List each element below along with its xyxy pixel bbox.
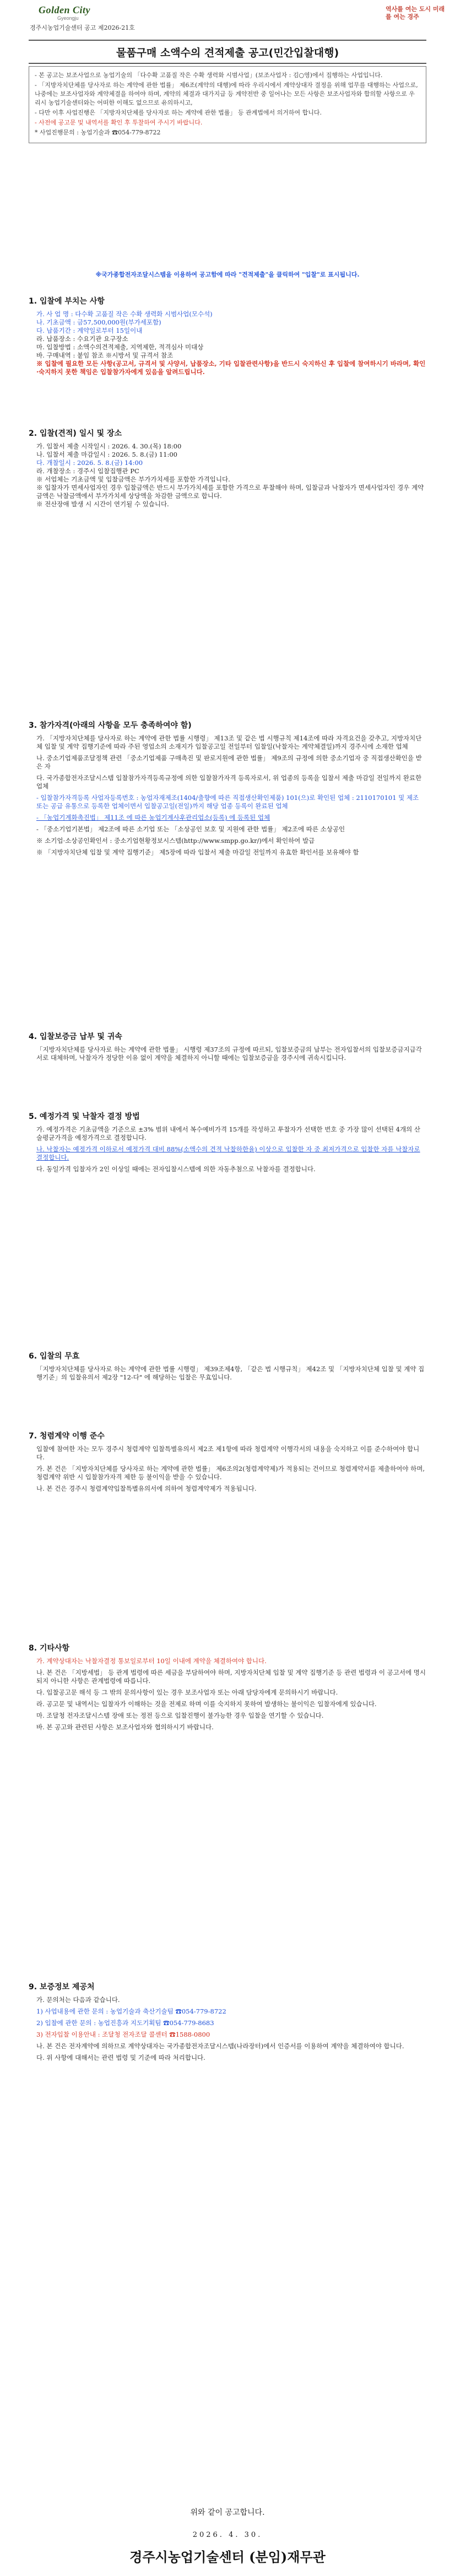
section-heading: 7. 청렴계약 이행 준수 [29, 1432, 105, 1441]
page-title: 물품구매 소액수의 견적제출 공고(민간입찰대행) [116, 46, 339, 59]
notice-line: * 사업진행문의 : 농업기술과 ☎054-779-8722 [35, 129, 161, 136]
section-heading: 5. 예정가격 및 낙찰자 결정 방법 [29, 1112, 140, 1121]
section-line: 나. 본 건은 「지방세법」 등 관계 법령에 따른 세금을 부담하여야 하며, 지방자치단체 입찰 및 계약 집행기준 등 관련 법령과 이 공고서에 명시되지 아니한 사항은 관계법령에 따릅니다. [36, 1669, 426, 1685]
section-line: 바. 본 공고와 관련된 사항은 보조사업자와 협의하시기 바랍니다. [36, 1723, 214, 1731]
section-line: - 「농업기계화촉진법」 제11조 에 따른 농업기계사후관리업소(등록) 에 등록된 업체 [36, 814, 270, 821]
notice-line: - 사전에 공고문 및 내역서를 확인 후 투찰하여 주시기 바랍니다. [35, 119, 203, 126]
section-4 [29, 1033, 426, 1065]
section-line: 마. 입찰방법 : 소액수의견적제출, 지역제한, 적격심사 미대상 [36, 343, 204, 351]
section-line: 나. 입찰서 제출 마감일시 : 2026. 5. 8.(금) 11:00 [36, 451, 177, 458]
logo-subtext: Gyeongju [57, 15, 79, 21]
section-line: 라. 공고문 및 내역서는 입찰자가 이해하는 것을 전제로 하며 이를 숙지하지 못하여 발생하는 불이익은 입찰자에게 있습니다. [36, 1700, 377, 1708]
section-line: 가. 문의처는 다음과 같습니다. [36, 1996, 120, 2004]
closing-statement: 위와 같이 공고합니다. [190, 2508, 265, 2517]
section-5 [29, 1113, 426, 1177]
section-line: 가. 입찰서 제출 시작일시 : 2026. 4. 30.(목) 18:00 [36, 442, 182, 450]
section-line: ※ 입찰에 필요한 모든 사항(공고서, 규격서 및 사양서, 납품장소, 기타 입찰관련사항)을 반드시 숙지하신 후 입찰에 참여하시기 바라며, 확인·숙지하지 못한 책임은 입찰참가자에게 있음을 알려드립니다. [36, 360, 426, 376]
section-line: 2) 입찰에 관한 문의 : 농업진흥과 지도기획팀 ☎054-779-8683 [36, 2019, 214, 2027]
notice-line: - 본 공고는 보조사업으로 농업기술의 「다수확 고품질 작은 수확 생력화 시범사업」(보조사업자 : 김○영)에서 집행하는 사업입니다. [35, 72, 383, 79]
section-line: 다. 동일가격 입찰자가 2인 이상일 때에는 전자입찰시스템에 의한 자동추첨으로 낙찰자를 결정합니다. [36, 1165, 316, 1173]
section-heading: 3. 참가자격(아래의 사항을 모두 충족하여야 함) [29, 721, 192, 730]
section-6 [29, 1352, 426, 1385]
section-line: 가. 「지방자치단체를 당사자로 하는 계약에 관한 법률 시행령」 제13조 및 같은 법 시행규칙 제14조에 따라 자격요건을 갖추고, 지방자치단체 입찰 및 계약 집행기준에 따라 주된 영업소의 소재지가 입찰공고일 전일부터 입찰일(낙찰자는 계약체결일)까지 경주시에 소재한 업체 [36, 734, 422, 750]
section-line: 바. 구매내역 : 붙임 참조 ※시방서 및 규격서 참조 [36, 351, 174, 359]
section-heading: 9. 보증정보 제공처 [29, 1983, 95, 1991]
notice-box [29, 66, 426, 143]
city-logo [26, 3, 93, 23]
section-heading: 8. 기타사항 [29, 1644, 70, 1653]
section-9 [29, 1983, 426, 2065]
notice-line: - 「지방자치단체를 당사자로 하는 계약에 관한 법률」 제6조(계약의 대행)에 따라 우리시에서 계약상대자 결정을 위해 업무를 대행하는 사업으로, 나중에는 보조사업자와 계약체결을 하여야 하며, 계약의 체결과 대가지급 등 계약전반 중 일어나는 모든 사항은 보조사업자와 합의할 사항으로 우리시 농업기술센터와는 어떠한 이해도 없으므로 유의하시고, [35, 82, 418, 106]
section-line: ※ 전산장애 발생 시 시간이 연기될 수 있습니다. [36, 500, 169, 508]
section-line: 다. 개찰일시 : 2026. 5. 8.(금) 14:00 [36, 459, 143, 467]
section-line: 다. 국가종합전자조달시스템 입찰참가자격등록규정에 의한 입찰참가자격 등록자로서, 위 업종의 등록을 입찰서 제출 마감일 전일까지 완료한 업체 [36, 774, 422, 790]
section-line: 다. 입찰공고문 해석 등 그 밖의 문의사항이 있는 경우 보조사업자 또는 아래 담당자에게 문의하시기 바랍니다. [36, 1689, 338, 1696]
section-line: 가. 사 업 명 : 다수확 고품질 작은 수확 생력화 시범사업(모수석) [36, 310, 213, 318]
notice-line: - 다만 이후 사업진행은 「지방자치단체를 당사자로 하는 계약에 관한 법률」 등 관계법에서 의거하여 합니다. [35, 109, 322, 116]
section-7 [29, 1432, 426, 1496]
section-line: 마. 조달청 전자조달시스템 장애 또는 정전 등으로 입찰진행이 불가능한 경우 입찰을 연기할 수 있습니다. [36, 1712, 324, 1719]
section-line: 가. 예정가격은 기초금액을 기준으로 ±3% 범위 내에서 복수예비가격 15개를 작성하고 투찰자가 선택한 번호 중 가장 많이 선택된 4개의 산술평균가격을 예정가격으로 결정합니다. [36, 1125, 420, 1141]
section-line: 가. 본 건은 「지방자치단체를 당사자로 하는 계약에 관한 법률」 제6조의2(청렴계약제)가 적용되는 건이므로 청렴계약서를 제출하여야 하며, 청렴계약 위반 시 입찰참가자격 제한 등 불이익을 받을 수 있습니다. [36, 1465, 425, 1481]
section-line: ※ 소기업·소상공인확인서 : 중소기업현황정보시스템(http://www.smpp.go.kr/)에서 확인하여 발급 [36, 837, 315, 845]
title-box [29, 40, 426, 64]
section-heading: 2. 입찰(견적) 일시 및 장소 [29, 429, 122, 438]
logo-text: Golden City [39, 4, 90, 15]
section-line: 나. 낙찰자는 예정가격 이하로서 예정가격 대비 88%(소액수의 견적 낙찰하한율) 이상으로 입찰한 자 중 최저가격으로 입찰한 자를 낙찰자로 결정합니다. [36, 1145, 420, 1161]
city-slogan: 역사를 여는 도시 미래를 여는 경주 [386, 6, 445, 20]
section-2 [29, 430, 426, 508]
section-line: 「지방자치단체를 당사자로 하는 계약에 관한 법률」 시행령 제37조의 규정에 따르되, 입찰보증금의 납부는 전자입찰서의 입찰보증금지급각서로 대체하며, 낙찰자가 정당한 이유 없이 계약을 체결하지 아니할 때에는 입찰보증금을 경주시에 귀속시킵니다. [36, 1046, 422, 1062]
section-line: 나. 본 건은 전자계약에 의하므로 계약상대자는 국가종합전자조달시스템(나라장터)에서 인증서를 이용하여 계약을 체결하여야 합니다. [36, 2042, 404, 2050]
section-line: 다. 위 사항에 대해서는 관련 법령 및 기준에 따라 처리합니다. [36, 2054, 205, 2061]
section-heading: 6. 입찰의 무효 [29, 1352, 80, 1361]
section-line: 나. 기초금액 : 금57,500,000원(부가세포함) [36, 318, 161, 326]
section-line: 가. 계약상대자는 낙찰자결정 통보일로부터 10일 이내에 계약을 체결하여야 합니다. [36, 1657, 267, 1665]
section-line: 1) 사업내용에 관한 문의 : 농업기술과 축산기술팀 ☎054-779-8722 [36, 2007, 226, 2015]
section-line: 다. 납품기간 : 계약일로부터 15일이내 [36, 327, 143, 334]
announcement-date: 2026. 4. 30. [192, 2531, 263, 2539]
section-line: - 입찰참가자격등록 사업자등록번호 : 농업자재제조(1404/출향에 따른 직접생산확인제품) 101(으)로 확인된 업체 : 2110170101 및 제조 또는 공급 유통으로 등록한 업체이면서 입찰공고일(전일)까지 해당 업종 등록이 완료된 업체 [36, 794, 419, 810]
section-line: - 「중소기업기본법」 제2조에 따른 소기업 또는 「소상공인 보호 및 지원에 관한 법률」 제2조에 따른 소상공인 [36, 825, 345, 833]
section-line: 라. 납품장소 : 수요기관 요구장소 [36, 335, 128, 343]
section-line: ※ 입찰자가 면세사업자인 경우 입찰금액은 반드시 부가가치세를 포함한 가격으로 투찰해야 하며, 입찰금과 낙찰자가 면세사업자인 경우 계약금액은 낙찰금액에서 부가가치세 상당액을 차감한 금액으로 합니다. [36, 484, 424, 500]
section-line: 입찰에 참여한 자는 모두 경주시 청렴계약 입찰특별유의서 제2조 제1항에 따라 청렴계약 이행각서의 내용을 숙지하고 이를 준수하여야 합니다. [36, 1445, 420, 1461]
issuer-name: 경주시농업기술센터 (분임)재무관 [129, 2549, 326, 2565]
section-line: 「지방자치단체를 당사자로 하는 계약에 관한 법률 시행령」 제39조제4항, 「같은 법 시행규칙」 제42조 및 「지방자치단체 입찰 및 계약 집행기준」의 입찰유의서 제2장 "12-다" 에 해당하는 입찰은 무효입니다. [36, 1365, 425, 1381]
section-3 [29, 722, 426, 860]
section-line: 나. 본 건은 경주시 청렴계약입찰특별유의서에 의하여 청렴계약제가 적용됩니다. [36, 1485, 257, 1492]
section-line: ※ 「지방자치단체 입찰 및 계약 집행기준」 제5장에 따라 입찰서 제출 마감일 전일까지 유효한 확인서를 보유해야 함 [36, 848, 359, 856]
section-line: 라. 개찰장소 : 경주시 입찰집행관 PC [36, 467, 139, 475]
section-line: 3) 전자입찰 이용안내 : 조달청 전자조달 콜센터 ☎1588-0800 [36, 2031, 210, 2038]
g2b-note: ※국가종합전자조달시스템을 이용하여 공고함에 따라 "견적제출"을 클릭하여 "입찰"로 표시됩니다. [95, 271, 360, 278]
section-8 [29, 1644, 426, 1735]
document-number: 경주시농업기술센터 공고 제2026-21호 [30, 24, 135, 31]
section-heading: 4. 입찰보증금 납부 및 귀속 [29, 1032, 122, 1041]
section-heading: 1. 입찰에 부치는 사항 [29, 297, 105, 306]
section-line: 나. 중소기업제품조달정책 관련 「중소기업제품 구매촉진 및 판로지원에 관한 법률」 제9조의 규정에 의한 중소기업자 중 직접생산확인을 받은 자 [36, 754, 422, 770]
section-1 [29, 297, 426, 376]
section-line: ※ 서업체는 기초금액 및 입찰금액은 부가가치세를 포함한 가격입니다. [36, 475, 230, 483]
